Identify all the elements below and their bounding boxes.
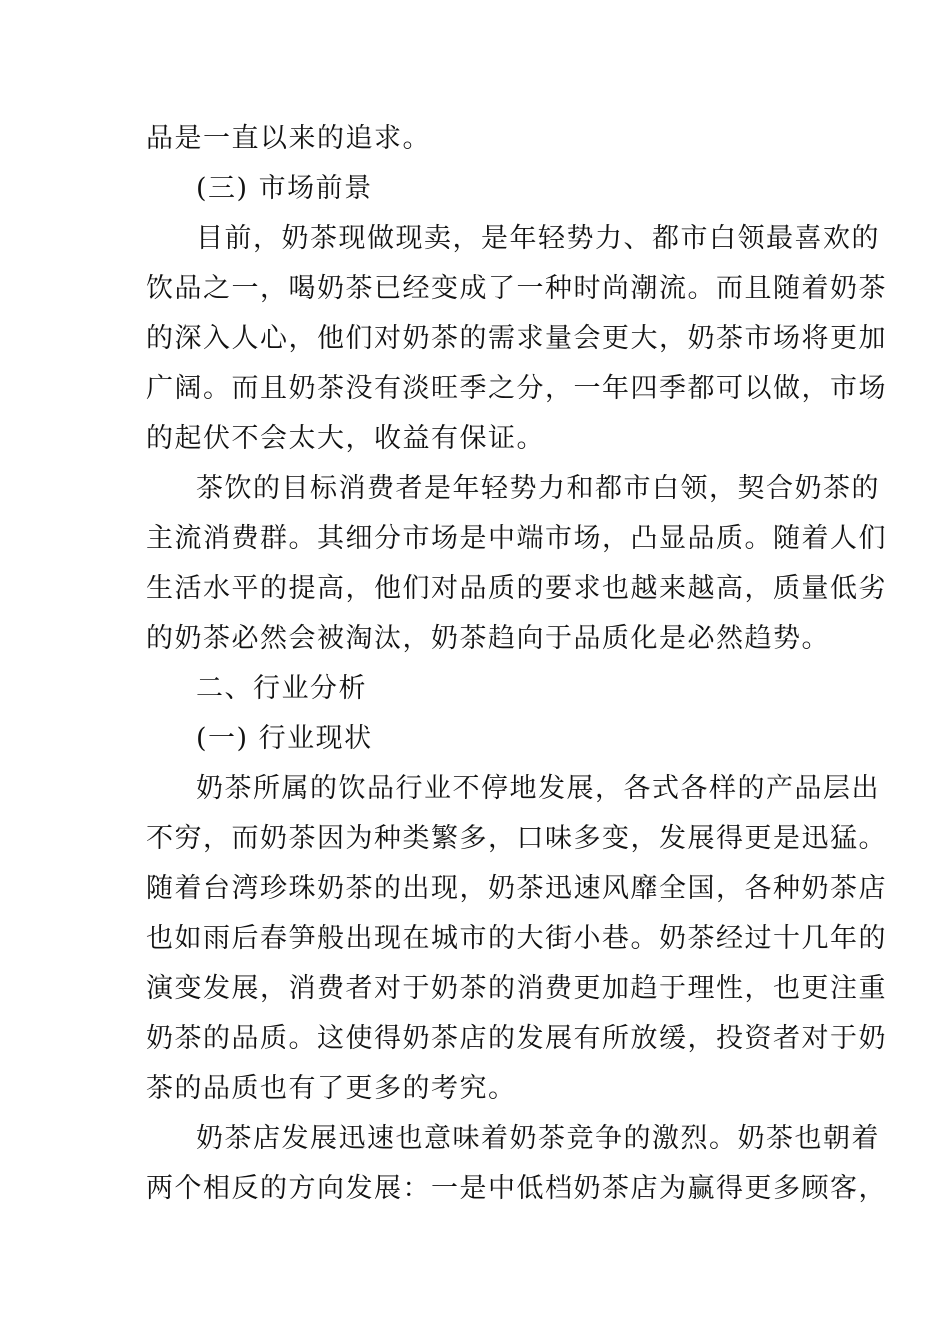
paragraph-line: 的深入人心，他们对奶茶的需求量会更大，奶茶市场将更加	[146, 323, 887, 354]
paragraph-line: 饮品之一，喝奶茶已经变成了一种时尚潮流。而且随着奶茶	[146, 273, 887, 304]
section-heading-industry-analysis: 二、行业分析	[196, 673, 367, 704]
section-heading-industry-status: (一) 行业现状	[196, 723, 373, 754]
section-heading-market-outlook: (三) 市场前景	[196, 173, 373, 204]
paragraph-line: 奶茶店发展迅速也意味着奶茶竞争的激烈。奶茶也朝着	[196, 1123, 880, 1154]
paragraph-line: 奶茶所属的饮品行业不停地发展，各式各样的产品层出	[196, 773, 880, 804]
paragraph-line: 两个相反的方向发展：一是中低档奶茶店为赢得更多顾客，	[146, 1173, 887, 1204]
paragraph-line: 的起伏不会太大，收益有保证。	[146, 423, 545, 454]
paragraph-line: 奶茶的品质。这使得奶茶店的发展有所放缓，投资者对于奶	[146, 1023, 887, 1054]
paragraph-line: 不穷，而奶茶因为种类繁多，口味多变，发展得更是迅猛。	[146, 823, 887, 854]
text-line: 品是一直以来的追求。	[146, 123, 431, 154]
paragraph-line: 的奶茶必然会被淘汰，奶茶趋向于品质化是必然趋势。	[146, 623, 830, 654]
paragraph-line: 茶的品质也有了更多的考究。	[146, 1073, 517, 1104]
paragraph-line: 茶饮的目标消费者是年轻势力和都市白领，契合奶茶的	[196, 473, 880, 504]
paragraph-line: 也如雨后春笋般出现在城市的大街小巷。奶茶经过十几年的	[146, 923, 887, 954]
paragraph-line: 生活水平的提高，他们对品质的要求也越来越高，质量低劣	[146, 573, 887, 604]
paragraph-line: 广阔。而且奶茶没有淡旺季之分，一年四季都可以做，市场	[146, 373, 887, 404]
paragraph-line: 演变发展，消费者对于奶茶的消费更加趋于理性，也更注重	[146, 973, 887, 1004]
paragraph-line: 随着台湾珍珠奶茶的出现，奶茶迅速风靡全国，各种奶茶店	[146, 873, 887, 904]
paragraph-line: 主流消费群。其细分市场是中端市场，凸显品质。随着人们	[146, 523, 887, 554]
paragraph-line: 目前，奶茶现做现卖，是年轻势力、都市白领最喜欢的	[196, 223, 880, 254]
